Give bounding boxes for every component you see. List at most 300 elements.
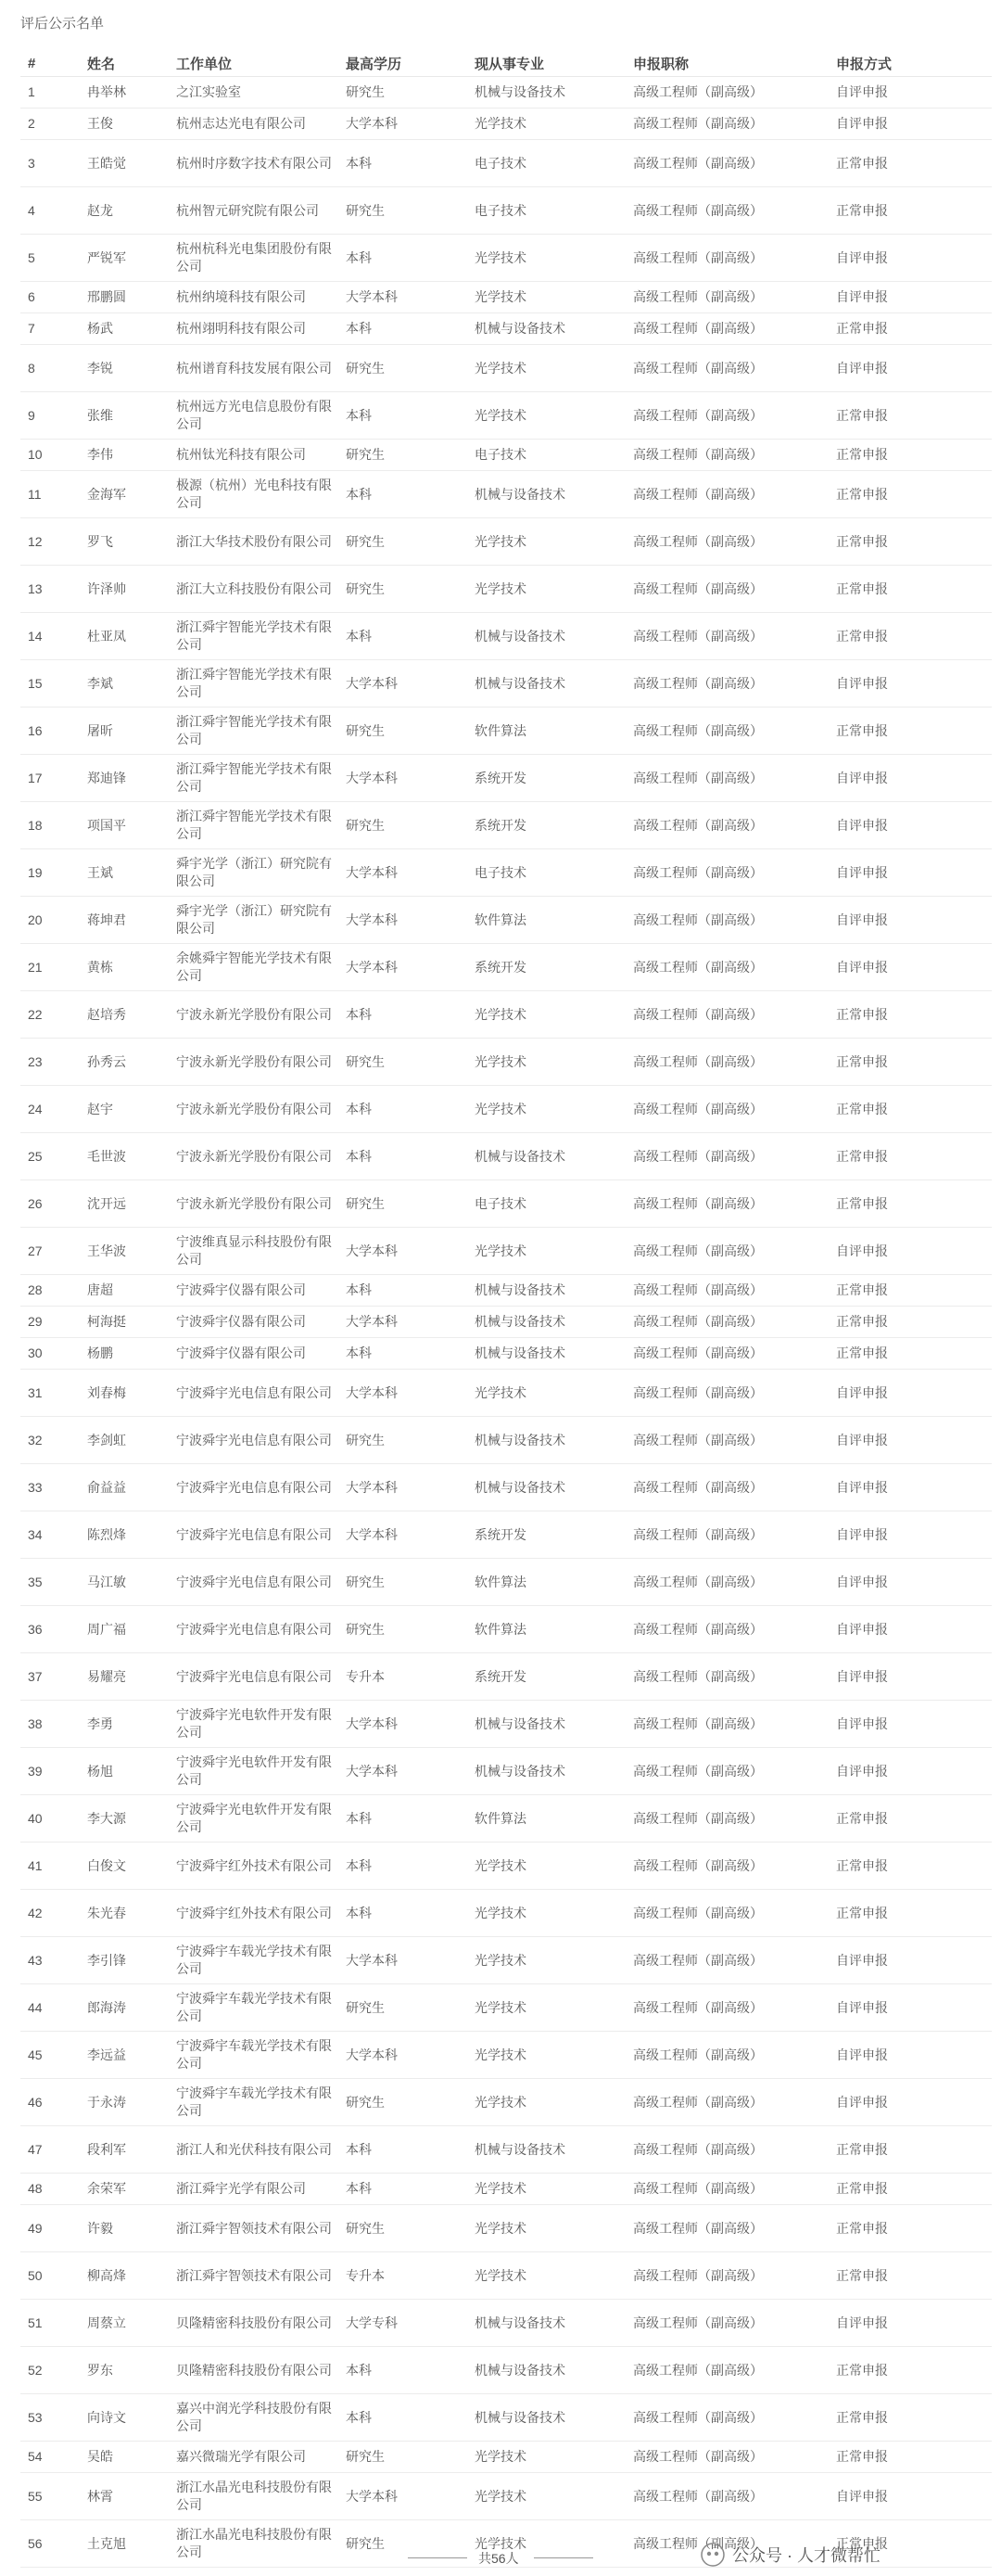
row-specialty: 电子技术: [467, 140, 626, 187]
row-name: 王斌: [80, 849, 169, 897]
row-specialty: 光学技术: [467, 1039, 626, 1086]
row-index: 10: [20, 440, 80, 471]
row-title: 高级工程师（副高级）: [626, 140, 829, 187]
row-method: 正常申报: [829, 1039, 992, 1086]
row-name: 毛世波: [80, 1133, 169, 1180]
row-method: 自评申报: [829, 345, 992, 392]
row-education: 大学本科: [338, 849, 467, 897]
row-employer: 浙江舜宇智领技术有限公司: [169, 2205, 338, 2252]
row-method: 正常申报: [829, 440, 992, 471]
row-index: 46: [20, 2079, 80, 2126]
row-employer: 宁波永新光学股份有限公司: [169, 991, 338, 1039]
row-specialty: 机械与设备技术: [467, 1338, 626, 1370]
row-education: 研究生: [338, 1606, 467, 1653]
row-specialty: 系统开发: [467, 755, 626, 802]
row-education: 本科: [338, 471, 467, 518]
row-name: 李引锋: [80, 1937, 169, 1984]
row-employer: 杭州杭科光电集团股份有限公司: [169, 235, 338, 282]
row-title: 高级工程师（副高级）: [626, 1464, 829, 1511]
row-title: 高级工程师（副高级）: [626, 1843, 829, 1890]
row-specialty: 机械与设备技术: [467, 471, 626, 518]
row-specialty: 光学技术: [467, 1370, 626, 1417]
row-method: 正常申报: [829, 2126, 992, 2174]
row-employer: 浙江舜宇智能光学技术有限公司: [169, 755, 338, 802]
table-row: [20, 2032, 992, 2079]
row-specialty: 软件算法: [467, 708, 626, 755]
row-index: 35: [20, 1559, 80, 1606]
row-method: 正常申报: [829, 471, 992, 518]
row-name: 孙秀云: [80, 1039, 169, 1086]
row-title: 高级工程师（副高级）: [626, 897, 829, 944]
row-employer: 浙江舜宇智领技术有限公司: [169, 2252, 338, 2300]
col-specialty: 现从事专业: [467, 50, 626, 77]
footer-divider-left: [408, 2557, 467, 2558]
row-index: 5: [20, 235, 80, 282]
row-employer: 浙江舜宇智能光学技术有限公司: [169, 708, 338, 755]
row-method: 正常申报: [829, 518, 992, 566]
row-name: 沈开远: [80, 1180, 169, 1228]
row-education: 大学本科: [338, 1307, 467, 1338]
row-method: 自评申报: [829, 849, 992, 897]
row-name: 马江敏: [80, 1559, 169, 1606]
table-row: [20, 1133, 992, 1180]
row-education: 研究生: [338, 802, 467, 849]
row-index: 8: [20, 345, 80, 392]
row-specialty: 机械与设备技术: [467, 2126, 626, 2174]
table-row: [20, 802, 992, 849]
table-row: [20, 897, 992, 944]
row-method: 自评申报: [829, 1559, 992, 1606]
table-row: [20, 1701, 992, 1748]
row-method: 自评申报: [829, 2032, 992, 2079]
row-education: 本科: [338, 140, 467, 187]
row-education: 研究生: [338, 2205, 467, 2252]
row-title: 高级工程师（副高级）: [626, 1606, 829, 1653]
table-row: [20, 1748, 992, 1795]
row-specialty: 光学技术: [467, 2205, 626, 2252]
row-education: 大学本科: [338, 108, 467, 140]
table-row: [20, 471, 992, 518]
row-method: 正常申报: [829, 2205, 992, 2252]
row-employer: 宁波舜宇车载光学技术有限公司: [169, 1937, 338, 1984]
row-specialty: 光学技术: [467, 991, 626, 1039]
row-employer: 浙江舜宇光学有限公司: [169, 2174, 338, 2205]
table-row: [20, 1417, 992, 1464]
row-title: 高级工程师（副高级）: [626, 1307, 829, 1338]
table-row: [20, 849, 992, 897]
table-row: [20, 1890, 992, 1937]
list-table: [20, 50, 992, 2568]
table-row: [20, 440, 992, 471]
row-education: 研究生: [338, 1984, 467, 2032]
row-method: 自评申报: [829, 1370, 992, 1417]
row-method: 正常申报: [829, 1086, 992, 1133]
row-specialty: 光学技术: [467, 235, 626, 282]
row-method: 正常申报: [829, 991, 992, 1039]
row-name: 郑迪锋: [80, 755, 169, 802]
row-title: 高级工程师（副高级）: [626, 1228, 829, 1275]
row-index: 47: [20, 2126, 80, 2174]
row-education: 大学本科: [338, 1511, 467, 1559]
row-title: 高级工程师（副高级）: [626, 1795, 829, 1843]
row-specialty: 光学技术: [467, 566, 626, 613]
row-method: 正常申报: [829, 2442, 992, 2473]
row-title: 高级工程师（副高级）: [626, 1511, 829, 1559]
table-row: [20, 1039, 992, 1086]
table-row: [20, 708, 992, 755]
row-name: 于永涛: [80, 2079, 169, 2126]
table-row: [20, 282, 992, 313]
row-title: 高级工程师（副高级）: [626, 1748, 829, 1795]
table-row: [20, 944, 992, 991]
row-specialty: 机械与设备技术: [467, 1133, 626, 1180]
row-title: 高级工程师（副高级）: [626, 1984, 829, 2032]
watermark: [701, 2541, 881, 2569]
row-education: 本科: [338, 1275, 467, 1307]
row-name: 李大源: [80, 1795, 169, 1843]
row-index: 22: [20, 991, 80, 1039]
row-method: 自评申报: [829, 1748, 992, 1795]
row-education: 研究生: [338, 1417, 467, 1464]
row-specialty: 光学技术: [467, 1843, 626, 1890]
row-name: 易耀亮: [80, 1653, 169, 1701]
row-employer: 宁波舜宇光电软件开发有限公司: [169, 1795, 338, 1843]
table-row: [20, 991, 992, 1039]
table-row: [20, 2394, 992, 2442]
row-index: 29: [20, 1307, 80, 1338]
row-specialty: 机械与设备技术: [467, 313, 626, 345]
row-method: 正常申报: [829, 2394, 992, 2442]
row-index: 50: [20, 2252, 80, 2300]
table-row: [20, 235, 992, 282]
table-row: [20, 108, 992, 140]
row-title: 高级工程师（副高级）: [626, 282, 829, 313]
row-title: 高级工程师（副高级）: [626, 2032, 829, 2079]
row-employer: 杭州志达光电有限公司: [169, 108, 338, 140]
row-employer: 舜宇光学（浙江）研究院有限公司: [169, 849, 338, 897]
row-education: 大学本科: [338, 1748, 467, 1795]
row-education: 研究生: [338, 1180, 467, 1228]
row-index: 38: [20, 1701, 80, 1748]
row-index: 25: [20, 1133, 80, 1180]
row-specialty: 光学技术: [467, 2520, 626, 2568]
row-title: 高级工程师（副高级）: [626, 2442, 829, 2473]
row-specialty: 机械与设备技术: [467, 2347, 626, 2394]
row-method: 正常申报: [829, 2174, 992, 2205]
row-employer: 浙江水晶光电科技股份有限公司: [169, 2520, 338, 2568]
table-row: [20, 1653, 992, 1701]
row-method: 自评申报: [829, 1228, 992, 1275]
row-name: 黄栋: [80, 944, 169, 991]
row-employer: 宁波舜宇光电信息有限公司: [169, 1653, 338, 1701]
row-education: 大学本科: [338, 1228, 467, 1275]
row-title: 高级工程师（副高级）: [626, 2520, 829, 2568]
row-index: 21: [20, 944, 80, 991]
row-method: 正常申报: [829, 1843, 992, 1890]
row-specialty: 机械与设备技术: [467, 613, 626, 660]
row-title: 高级工程师（副高级）: [626, 2473, 829, 2520]
table-row: [20, 2300, 992, 2347]
row-method: 正常申报: [829, 566, 992, 613]
row-index: 28: [20, 1275, 80, 1307]
row-method: 自评申报: [829, 1937, 992, 1984]
row-title: 高级工程师（副高级）: [626, 1180, 829, 1228]
row-specialty: 系统开发: [467, 802, 626, 849]
row-name: 王华波: [80, 1228, 169, 1275]
row-title: 高级工程师（副高级）: [626, 1338, 829, 1370]
row-method: 正常申报: [829, 2520, 992, 2568]
row-name: 邢鹏圆: [80, 282, 169, 313]
row-method: 自评申报: [829, 77, 992, 108]
row-education: 研究生: [338, 77, 467, 108]
row-employer: 宁波舜宇光电信息有限公司: [169, 1559, 338, 1606]
row-title: 高级工程师（副高级）: [626, 108, 829, 140]
table-row: [20, 313, 992, 345]
row-education: 本科: [338, 1795, 467, 1843]
row-index: 4: [20, 187, 80, 235]
row-index: 3: [20, 140, 80, 187]
row-index: 49: [20, 2205, 80, 2252]
row-name: 土克旭: [80, 2520, 169, 2568]
row-specialty: 机械与设备技术: [467, 1748, 626, 1795]
row-method: 正常申报: [829, 613, 992, 660]
row-employer: 宁波舜宇光电信息有限公司: [169, 1606, 338, 1653]
table-row: [20, 1370, 992, 1417]
table-row: [20, 1275, 992, 1307]
table-row: [20, 1228, 992, 1275]
row-education: 研究生: [338, 518, 467, 566]
row-index: 37: [20, 1653, 80, 1701]
row-education: 大学本科: [338, 1937, 467, 1984]
row-specialty: 软件算法: [467, 1795, 626, 1843]
table-row: [20, 2473, 992, 2520]
row-index: 30: [20, 1338, 80, 1370]
row-title: 高级工程师（副高级）: [626, 991, 829, 1039]
row-title: 高级工程师（副高级）: [626, 77, 829, 108]
row-education: 研究生: [338, 2442, 467, 2473]
row-index: 13: [20, 566, 80, 613]
table-row: [20, 1464, 992, 1511]
row-name: 李锐: [80, 345, 169, 392]
row-education: 本科: [338, 235, 467, 282]
row-employer: 杭州谱育科技发展有限公司: [169, 345, 338, 392]
row-name: 李斌: [80, 660, 169, 708]
row-employer: 杭州钛光科技有限公司: [169, 440, 338, 471]
row-name: 柯海挺: [80, 1307, 169, 1338]
wechat-logo-icon: [701, 2543, 725, 2567]
row-employer: 浙江人和光伏科技有限公司: [169, 2126, 338, 2174]
row-employer: 杭州智元研究院有限公司: [169, 187, 338, 235]
row-name: 杨武: [80, 313, 169, 345]
row-specialty: 光学技术: [467, 2442, 626, 2473]
table-row: [20, 1984, 992, 2032]
row-index: 55: [20, 2473, 80, 2520]
row-method: 正常申报: [829, 2252, 992, 2300]
row-name: 刘春梅: [80, 1370, 169, 1417]
row-specialty: 软件算法: [467, 1606, 626, 1653]
row-name: 李剑虹: [80, 1417, 169, 1464]
row-employer: 舜宇光学（浙江）研究院有限公司: [169, 897, 338, 944]
row-name: 李伟: [80, 440, 169, 471]
row-name: 王皓觉: [80, 140, 169, 187]
row-employer: 杭州纳境科技有限公司: [169, 282, 338, 313]
row-employer: 宁波舜宇仪器有限公司: [169, 1275, 338, 1307]
row-name: 吴皓: [80, 2442, 169, 2473]
row-specialty: 机械与设备技术: [467, 1307, 626, 1338]
row-specialty: 光学技术: [467, 1228, 626, 1275]
row-name: 冉举林: [80, 77, 169, 108]
row-index: 51: [20, 2300, 80, 2347]
row-specialty: 系统开发: [467, 1511, 626, 1559]
table-row: [20, 2126, 992, 2174]
row-name: 张维: [80, 392, 169, 440]
row-education: 本科: [338, 392, 467, 440]
row-index: 20: [20, 897, 80, 944]
col-education: 最高学历: [338, 50, 467, 77]
row-education: 专升本: [338, 1653, 467, 1701]
row-method: 正常申报: [829, 1180, 992, 1228]
row-title: 高级工程师（副高级）: [626, 2079, 829, 2126]
row-employer: 宁波舜宇光电软件开发有限公司: [169, 1701, 338, 1748]
row-index: 7: [20, 313, 80, 345]
row-title: 高级工程师（副高级）: [626, 392, 829, 440]
row-title: 高级工程师（副高级）: [626, 755, 829, 802]
row-title: 高级工程师（副高级）: [626, 2205, 829, 2252]
row-education: 大学本科: [338, 2473, 467, 2520]
row-employer: 贝隆精密科技股份有限公司: [169, 2300, 338, 2347]
row-employer: 浙江舜宇智能光学技术有限公司: [169, 660, 338, 708]
row-name: 杨鹏: [80, 1338, 169, 1370]
row-education: 大学专科: [338, 2300, 467, 2347]
row-title: 高级工程师（副高级）: [626, 802, 829, 849]
row-employer: 极源（杭州）光电科技有限公司: [169, 471, 338, 518]
row-title: 高级工程师（副高级）: [626, 1701, 829, 1748]
row-title: 高级工程师（副高级）: [626, 2394, 829, 2442]
row-name: 李远益: [80, 2032, 169, 2079]
table-row: [20, 613, 992, 660]
row-name: 杨旭: [80, 1748, 169, 1795]
row-name: 林霄: [80, 2473, 169, 2520]
row-method: 自评申报: [829, 944, 992, 991]
row-index: 32: [20, 1417, 80, 1464]
row-employer: 浙江舜宇智能光学技术有限公司: [169, 613, 338, 660]
table-row: [20, 1086, 992, 1133]
row-method: 自评申报: [829, 282, 992, 313]
row-employer: 宁波舜宇红外技术有限公司: [169, 1843, 338, 1890]
table-row: [20, 1795, 992, 1843]
row-education: 本科: [338, 2347, 467, 2394]
row-title: 高级工程师（副高级）: [626, 708, 829, 755]
row-title: 高级工程师（副高级）: [626, 1370, 829, 1417]
row-education: 本科: [338, 1890, 467, 1937]
row-specialty: 机械与设备技术: [467, 2394, 626, 2442]
row-specialty: 光学技术: [467, 345, 626, 392]
row-name: 段利军: [80, 2126, 169, 2174]
row-specialty: 光学技术: [467, 518, 626, 566]
row-method: 正常申报: [829, 140, 992, 187]
row-name: 许毅: [80, 2205, 169, 2252]
footer-divider-right: [534, 2557, 593, 2558]
row-employer: 宁波舜宇红外技术有限公司: [169, 1890, 338, 1937]
row-method: 自评申报: [829, 802, 992, 849]
table-row: [20, 2205, 992, 2252]
row-specialty: 系统开发: [467, 1653, 626, 1701]
table-row: [20, 2252, 992, 2300]
row-index: 9: [20, 392, 80, 440]
row-specialty: 光学技术: [467, 2473, 626, 2520]
row-employer: 宁波舜宇光电软件开发有限公司: [169, 1748, 338, 1795]
col-employer: 工作单位: [169, 50, 338, 77]
row-specialty: 光学技术: [467, 2174, 626, 2205]
row-name: 屠昕: [80, 708, 169, 755]
row-specialty: 机械与设备技术: [467, 660, 626, 708]
row-education: 本科: [338, 2394, 467, 2442]
row-method: 自评申报: [829, 1606, 992, 1653]
row-employer: 宁波舜宇仪器有限公司: [169, 1338, 338, 1370]
row-method: 自评申报: [829, 1701, 992, 1748]
row-specialty: 机械与设备技术: [467, 2300, 626, 2347]
row-specialty: 机械与设备技术: [467, 1464, 626, 1511]
row-title: 高级工程师（副高级）: [626, 660, 829, 708]
row-title: 高级工程师（副高级）: [626, 471, 829, 518]
table-row: [20, 2442, 992, 2473]
row-title: 高级工程师（副高级）: [626, 1275, 829, 1307]
row-education: 大学本科: [338, 282, 467, 313]
row-method: 自评申报: [829, 897, 992, 944]
row-employer: 宁波永新光学股份有限公司: [169, 1086, 338, 1133]
row-name: 唐超: [80, 1275, 169, 1307]
row-specialty: 电子技术: [467, 440, 626, 471]
row-index: 36: [20, 1606, 80, 1653]
row-index: 14: [20, 613, 80, 660]
row-employer: 余姚舜宇智能光学技术有限公司: [169, 944, 338, 991]
row-education: 本科: [338, 313, 467, 345]
row-specialty: 软件算法: [467, 897, 626, 944]
row-name: 柳高烽: [80, 2252, 169, 2300]
row-method: 正常申报: [829, 1133, 992, 1180]
row-education: 大学本科: [338, 2032, 467, 2079]
table-row: [20, 755, 992, 802]
row-employer: 宁波永新光学股份有限公司: [169, 1039, 338, 1086]
row-education: 研究生: [338, 2079, 467, 2126]
row-title: 高级工程师（副高级）: [626, 613, 829, 660]
row-employer: 杭州翊明科技有限公司: [169, 313, 338, 345]
row-title: 高级工程师（副高级）: [626, 1417, 829, 1464]
col-title: 申报职称: [626, 50, 829, 77]
row-index: 26: [20, 1180, 80, 1228]
row-education: 本科: [338, 2174, 467, 2205]
row-index: 27: [20, 1228, 80, 1275]
row-method: 自评申报: [829, 2473, 992, 2520]
row-name: 郎海涛: [80, 1984, 169, 2032]
row-method: 自评申报: [829, 1464, 992, 1511]
row-employer: 宁波舜宇光电信息有限公司: [169, 1464, 338, 1511]
row-specialty: 光学技术: [467, 2079, 626, 2126]
row-title: 高级工程师（副高级）: [626, 566, 829, 613]
row-specialty: 光学技术: [467, 1984, 626, 2032]
table-row: [20, 345, 992, 392]
row-name: 向诗文: [80, 2394, 169, 2442]
table-header-row: [20, 50, 992, 77]
row-index: 44: [20, 1984, 80, 2032]
row-name: 陈烈烽: [80, 1511, 169, 1559]
row-index: 15: [20, 660, 80, 708]
table-row: [20, 518, 992, 566]
row-index: 16: [20, 708, 80, 755]
row-name: 严锐军: [80, 235, 169, 282]
row-name: 俞益益: [80, 1464, 169, 1511]
row-method: 自评申报: [829, 1511, 992, 1559]
